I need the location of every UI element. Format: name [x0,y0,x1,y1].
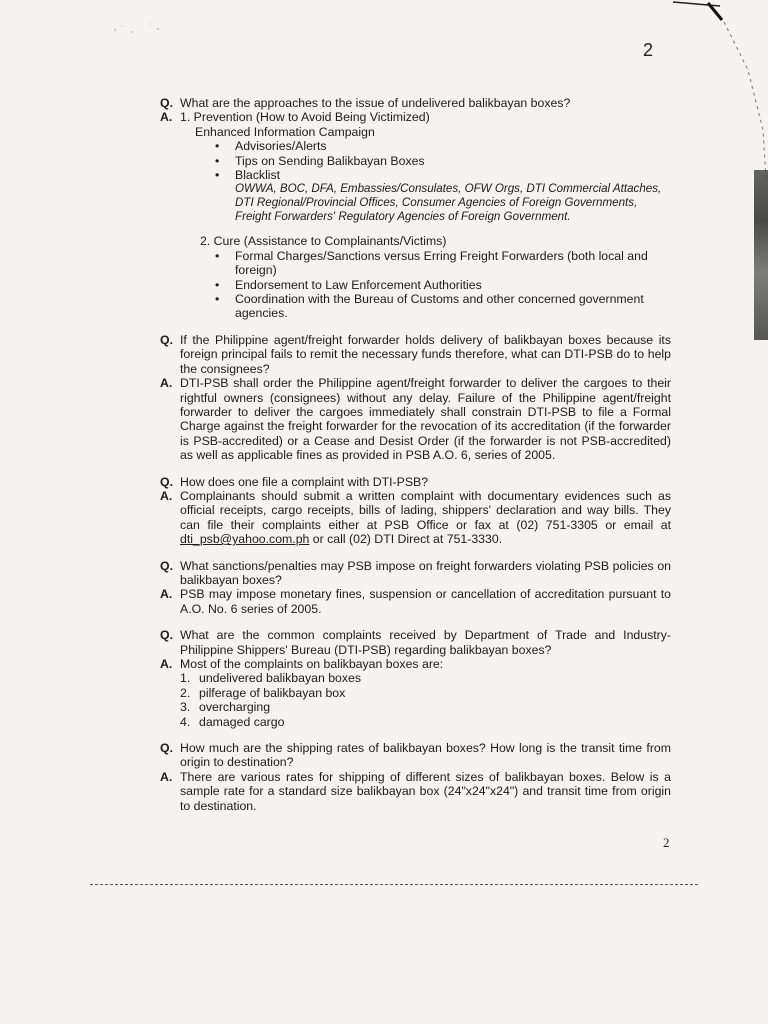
answer-text: PSB may impose monetary fines, suspension or cancellation of accreditation pursuant to A.O. No. 6 series of 2005. [180,587,671,616]
prevention-subheading: Enhanced Information Campaign [195,124,375,139]
answer-block [160,770,671,813]
answer-text: Most of the complaints on balikbayan boxes are: [180,657,444,671]
question-label: Q. [160,332,173,347]
question-text: How does one file a complaint with DTI-PSB? [180,474,429,489]
faq-content [160,96,671,813]
list-item: • Tips on Sending Balikbayan Boxes [215,154,671,168]
cure-list [160,249,671,321]
answer-label: A. [160,587,173,602]
answer-block [160,110,671,124]
answer-text-part: Complainants should submit a written complaint with documentary evidences such as official receipts, cargo receipts, bills of lading, shippers' declaration and way bills. They can file their complaints either at PSB Office or fax at (02) 751-3305 or email at [180,488,671,532]
scan-edge-shadow [754,170,768,340]
qa-item [160,333,671,376]
list-item: 1. undelivered balikbayan boxes [180,671,362,686]
page-divider [90,884,698,885]
answer-label: A. [160,488,173,503]
question-label: Q. [160,96,173,110]
list-item: • Endorsement to Law Enforcement Authorities [215,278,671,292]
answer-label: A. [160,376,173,391]
scan-speckle [110,18,170,38]
scan-edge-mark [658,0,768,180]
list-item: • Coordination with the Bureau of Customs and other concerned government agencies. [215,292,671,321]
question-text: What are the common complaints received by Department of Trade and Industry-Philippine Shippers' Bureau (DTI-PSB) regarding balikbayan boxes? [180,628,671,657]
question-text: What sanctions/penalties may PSB impose on freight forwarders violating PSB policies on balikbayan boxes? [180,558,671,587]
answer-label: A. [160,769,173,784]
cure-heading: 2. Cure (Assistance to Complainants/Victims) [200,234,447,249]
prevention-list [160,139,671,182]
question-text: How much are the shipping rates of balikbayan boxes? How long is the transit time from origin to destination? [180,741,671,770]
answer-block [160,587,671,616]
prevention-heading: 1. Prevention (How to Avoid Being Victimized) [180,110,430,125]
list-item: • Advisories/Alerts [215,139,671,153]
question-label: Q. [160,474,173,489]
list-item: 3. overcharging [180,700,271,715]
answer-block [160,489,671,547]
question-label: Q. [160,741,173,756]
qa-item [160,96,671,110]
answer-text: There are various rates for shipping of different sizes of balikbayan boxes. Below is a sample rate for a standard size balikbayan box (24"x24"x24") and transit time from origin to destination. [180,769,671,813]
question-text: If the Philippine agent/freight forwarder holds delivery of balikbayan boxes because its foreign principal fails to remit the necessary funds therefore, what can DTI-PSB do to help the consignees? [180,332,671,376]
answer-text-part: or call (02) DTI Direct at 751-3330. [309,532,503,547]
list-item: 2. pilferage of balikbayan box [180,685,346,700]
answer-label: A. [160,110,173,125]
answer-block [160,376,671,462]
qa-item [160,559,671,588]
list-item: • Blacklist [215,168,671,182]
question-label: Q. [160,628,173,643]
question-label: Q. [160,558,173,573]
qa-item [160,628,671,657]
complaints-list [160,671,671,729]
answer-label: A. [160,657,173,671]
answer-text: DTI-PSB shall order the Philippine agent/freight forwarder to deliver the cargoes to their rightful owners (consignees) without any delay. Failure of the Philippine agent/freight forwarder to deliver the cargoes immediately shall constrain DTI-PSB to file a Formal Charge against the freight forwarder for the revocation of its accreditation (if the forwarder is PSB-accredited) or a Cease and Desist Order (if the forwarder is not PSB-accredited) as well as applicable fines as provided in PSB A.O. 6, series of 2005. [180,376,671,463]
qa-item [160,475,671,489]
question-text: What are the approaches to the issue of undelivered balikbayan boxes? [180,96,571,110]
answer-text [180,489,671,547]
list-item: • Formal Charges/Sanctions versus Erring Freight Forwarders (both local and foreign) [215,249,671,278]
page-number-top: 2 [643,40,654,60]
email-link[interactable]: dti_psb@yahoo.com.ph [180,532,310,547]
list-item: 4. damaged cargo [180,714,285,729]
answer-block [160,657,671,671]
page-number-bottom: 2 [663,835,670,850]
qa-item [160,741,671,770]
agencies-list: OWWA, BOC, DFA, Embassies/Consulates, OFW Orgs, DTI Commercial Attaches, DTI Regional/Provincial Offices, Consumer Agencies of Foreign Governments, Freight Forwarders' Regulatory Agencies of Foreign Government. [235,182,662,224]
